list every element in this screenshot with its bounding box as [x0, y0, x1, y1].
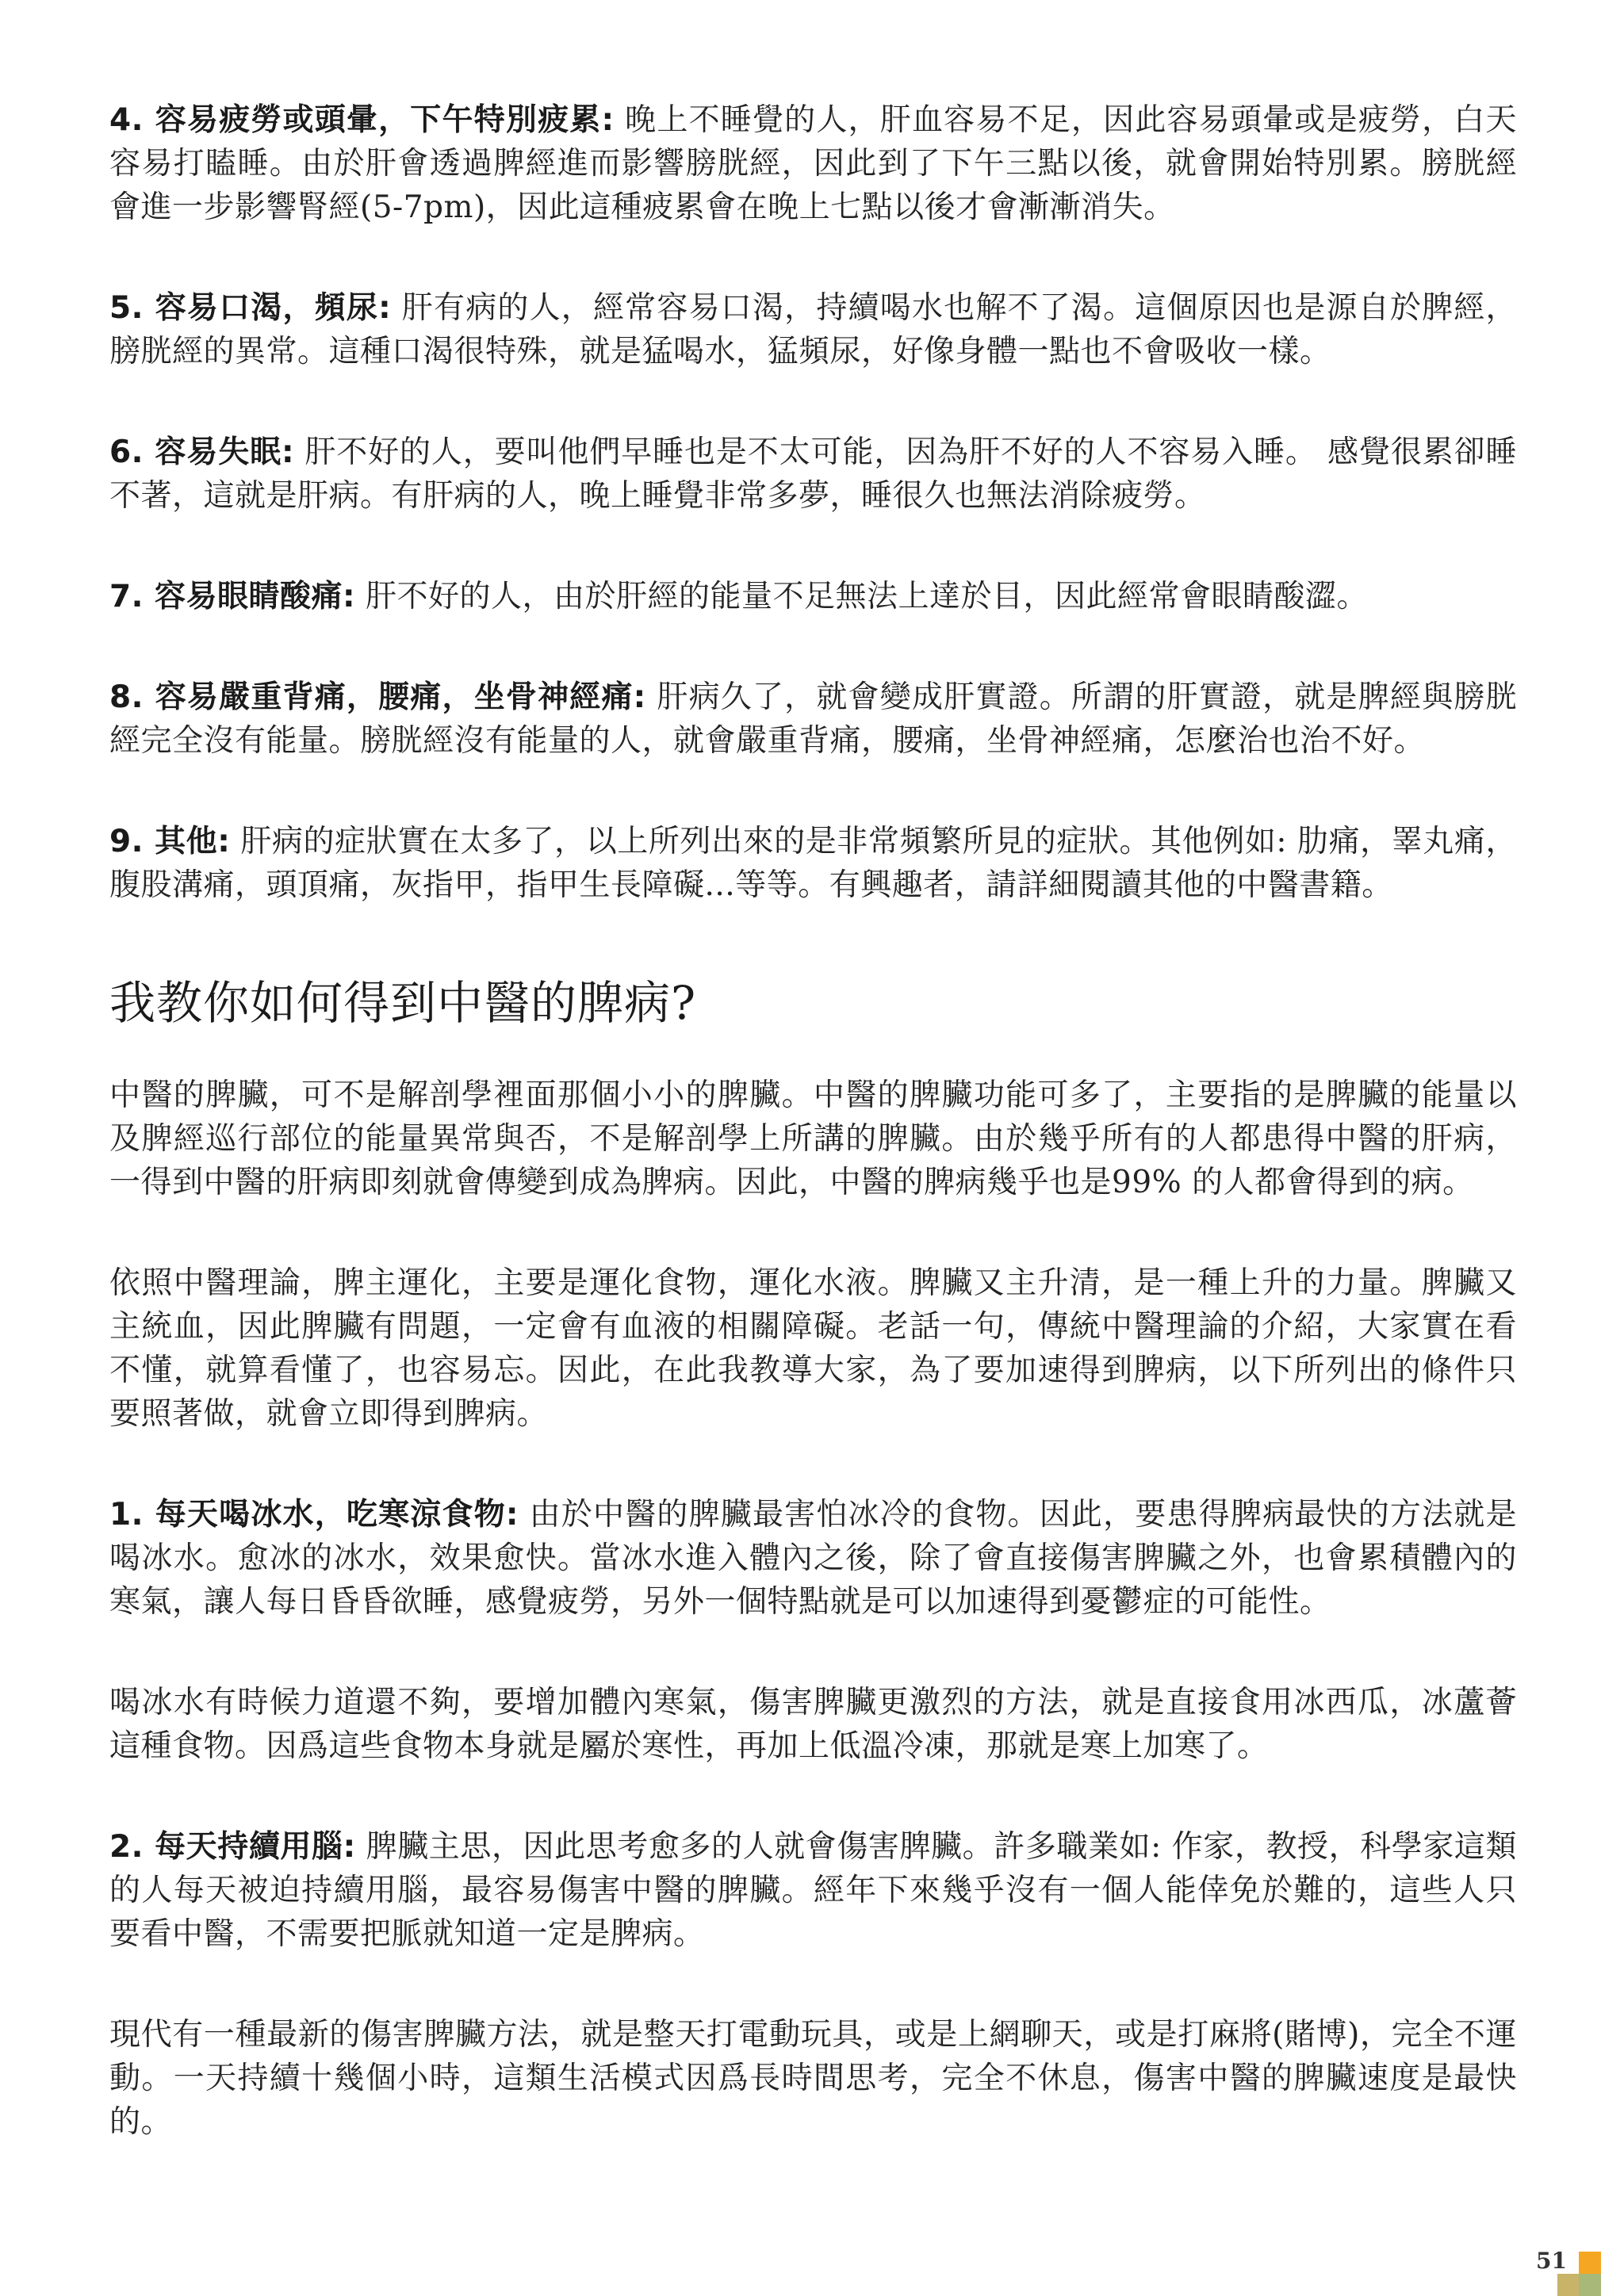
- item-4-body: 晚上不睡覺的人，肝血容易不足，因此容易頭暈或是疲勞，白天容易打瞌睡。由於肝會透過脾經進而影響膀胱經，因此到了下午三點以後，就會開始特別累。膀胱經會進一步影響腎經(5-7pm)，因此這種疲累會在晚上七點以後才會漸漸消失。: [109, 102, 1517, 225]
- page-number: 51: [1536, 2248, 1567, 2274]
- item-4-lead: 4. 容易疲勞或頭暈，下午特別疲累:: [109, 102, 615, 138]
- theory-body: 依照中醫理論，脾主運化，主要是運化食物，運化水液。脾臟又主升清，是一種上升的力量。脾臟又主統血，因此脾臟有問題，一定會有血液的相關障礙。老話一句，傳統中醫理論的介紹，大家實在看不懂，就算看懂了，也容易忘。因此，在此我教導大家，為了要加速得到脾病，以下所列出的條件只要照著做，就會立即得到脾病。: [109, 1265, 1517, 1432]
- item-8-lead: 8. 容易嚴重背痛，腰痛，坐骨神經痛:: [109, 679, 646, 715]
- decorative-square-green: [1579, 2274, 1601, 2296]
- step-2-lead: 2. 每天持續用腦:: [109, 1829, 356, 1865]
- item-6-paragraph: [109, 430, 1517, 518]
- intro-paragraph: [109, 1073, 1517, 1204]
- step-2-body: 脾臟主思，因此思考愈多的人就會傷害脾臟。許多職業如: 作家，教授，科學家這類的人每天被迫持續用腦，最容易傷害中醫的脾臟。經年下來幾乎沒有一個人能倖免於難的，這些人只要看中醫，不需要把脈就知道一定是脾病。: [109, 1829, 1517, 1952]
- step-1-extra-paragraph: [109, 1681, 1517, 1768]
- item-5-body: 肝有病的人，經常容易口渴，持續喝水也解不了渴。這個原因也是源自於脾經，膀胱經的異常。這種口渴很特殊，就是猛喝水，猛頻尿，好像身體一點也不會吸收一樣。: [109, 290, 1517, 369]
- decorative-square-olive: [1557, 2274, 1580, 2296]
- step-1-body: 由於中醫的脾臟最害怕冰冷的食物。因此，要患得脾病最快的方法就是喝冰水。愈冰的冰水，效果愈快。當冰水進入體內之後，除了會直接傷害脾臟之外，也會累積體內的寒氣，讓人每日昏昏欲睡，感覺疲勞，另外一個特點就是可以加速得到憂鬱症的可能性。: [109, 1497, 1517, 1620]
- item-9-lead: 9. 其他:: [109, 824, 231, 859]
- step-1-paragraph: [109, 1493, 1517, 1624]
- theory-paragraph: [109, 1261, 1517, 1436]
- step-2-extra-paragraph: [109, 2013, 1517, 2144]
- item-5-paragraph: [109, 286, 1517, 373]
- page-content: [109, 98, 1517, 2144]
- step-2-paragraph: [109, 1825, 1517, 1956]
- step-1-extra-body: 喝冰水有時候力道還不夠，要增加體內寒氣，傷害脾臟更激烈的方法，就是直接食用冰西瓜，冰蘆薈這種食物。因爲這些食物本身就是屬於寒性，再加上低溫冷凍，那就是寒上加寒了。: [109, 1685, 1517, 1764]
- item-5-lead: 5. 容易口渴，頻尿:: [109, 290, 392, 326]
- decorative-square-orange: [1579, 2252, 1601, 2274]
- section-heading: 我教你如何得到中醫的脾病?: [109, 976, 697, 1030]
- item-8-body: 肝病久了，就會變成肝實證。所謂的肝實證，就是脾經與膀胱經完全沒有能量。膀胱經沒有能量的人，就會嚴重背痛，腰痛，坐骨神經痛，怎麼治也治不好。: [109, 679, 1517, 759]
- item-6-lead: 6. 容易失眠:: [109, 434, 295, 470]
- item-7-body: 肝不好的人，由於肝經的能量不足無法上達於目，因此經常會眼睛酸澀。: [355, 579, 1369, 614]
- item-7-paragraph: [109, 575, 1517, 618]
- item-8-paragraph: [109, 675, 1517, 763]
- item-4-paragraph: [109, 98, 1517, 229]
- item-6-body: 肝不好的人，要叫他們早睡也是不太可能，因為肝不好的人不容易入睡。 感覺很累卻睡不著，這就是肝病。有肝病的人，晚上睡覺非常多夢，睡很久也無法消除疲勞。: [109, 434, 1517, 514]
- intro-body: 中醫的脾臟，可不是解剖學裡面那個小小的脾臟。中醫的脾臟功能可多了，主要指的是脾臟的能量以及脾經巡行部位的能量異常與否，不是解剖學上所講的脾臟。由於幾乎所有的人都患得中醫的肝病，一得到中醫的肝病即刻就會傳變到成為脾病。因此，中醫的脾病幾乎也是99% 的人都會得到的病。: [109, 1077, 1517, 1200]
- item-9-paragraph: [109, 820, 1517, 907]
- step-1-lead: 1. 每天喝冰水，吃寒涼食物:: [109, 1497, 519, 1533]
- item-9-body: 肝病的症狀實在太多了，以上所列出來的是非常頻繁所見的症狀。其他例如: 肋痛，睪丸痛，腹股溝痛，頭頂痛，灰指甲，指甲生長障礙...等等。有興趣者，請詳細閱讀其他的中醫書籍。: [109, 824, 1517, 903]
- item-7-lead: 7. 容易眼睛酸痛:: [109, 579, 356, 614]
- step-2-extra-body: 現代有一種最新的傷害脾臟方法，就是整天打電動玩具，或是上網聊天，或是打麻將(賭博)，完全不運動。一天持續十幾個小時，這類生活模式因爲長時間思考，完全不休息，傷害中醫的脾臟速度是最快的。: [109, 2017, 1517, 2140]
